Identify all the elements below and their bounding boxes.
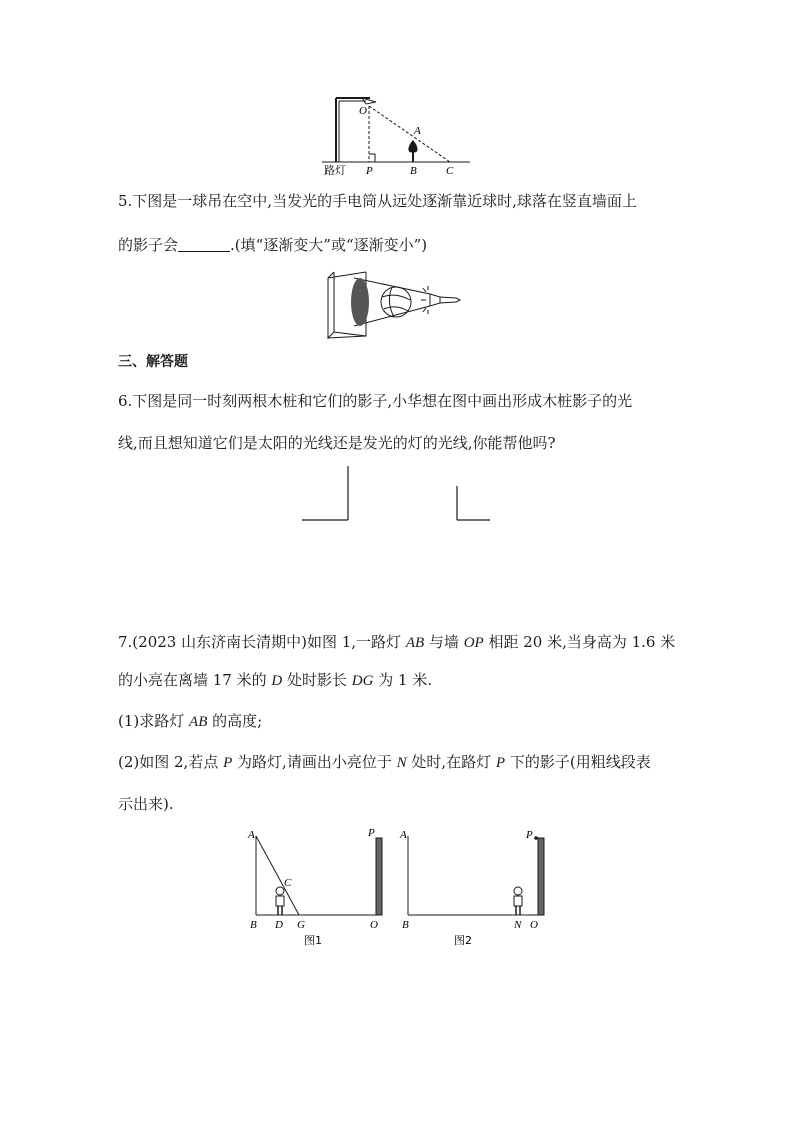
label-O: O [359, 105, 367, 117]
fig2-label-O: O [530, 919, 538, 931]
q6-line1: 6.下图是同一时刻两根木桩和它们的影子,小华想在图中画出形成木桩影子的光 [118, 392, 633, 410]
fig2-label-P: P [526, 829, 533, 841]
fig1-label-D: D [275, 919, 283, 931]
q7-part1: (1)求路灯 AB 的高度; [118, 712, 263, 730]
section-title: 三、解答题 [118, 354, 188, 370]
q7-part2-line1: (2)如图 2,若点 P 为路灯,请画出小亮位于 N 处时,在路灯 P 下的影子(用粗线段表 [118, 753, 651, 771]
q5-suffix: .(填“逐渐变大”或“逐渐变小”) [230, 236, 428, 254]
label-C: C [446, 165, 454, 176]
light-rays-icon [421, 286, 428, 314]
person-icon [276, 887, 284, 915]
q6-line2: 线,而且想知道它们是太阳的光线还是发光的灯的光线,你能帮他吗? [118, 434, 556, 452]
fig1-label-B: B [250, 919, 257, 931]
fig2-label-N: N [514, 919, 522, 931]
label-lamp: 路灯 [324, 164, 346, 176]
wall-OP [538, 838, 544, 915]
point-P [534, 836, 538, 840]
stakes-figure [298, 462, 498, 526]
label-P: P [366, 165, 373, 176]
fig1-label-G: G [297, 919, 305, 931]
label-B: B [410, 165, 417, 176]
fig2-caption: 图2 [454, 934, 472, 947]
label-A: A [414, 125, 421, 137]
q7-part2-line2: 示出来). [118, 795, 174, 813]
streetlight-figure [318, 92, 478, 176]
ball-icon [381, 287, 411, 317]
figure-1 [244, 824, 390, 954]
fig1-label-P: P [368, 827, 375, 839]
q5-line2 [118, 235, 427, 255]
fig2-label-A: A [400, 829, 407, 841]
light-ray-dashed [369, 106, 450, 162]
fig1-label-C: C [284, 877, 292, 889]
wall-OP [376, 838, 382, 915]
flashlight-ball-figure [322, 264, 466, 344]
fig1-label-O: O [370, 919, 378, 931]
q5-line1: 5.下图是一球吊在空中,当发光的手电筒从远处逐渐靠近球时,球落在竖直墙面上 [118, 192, 637, 210]
flashlight-head [430, 294, 440, 306]
q5-prefix: 的影子会 [118, 236, 179, 254]
flashlight-body [440, 297, 460, 303]
wall-left [328, 272, 334, 338]
person-icon [514, 887, 522, 915]
right-angle-mark [369, 154, 375, 162]
ball-shadow [351, 278, 369, 326]
q7-line2: 的小亮在离墙 17 米的 D 处时影长 DG 为 1 米. [118, 671, 433, 689]
fig2-label-B: B [402, 919, 409, 931]
figure-2 [396, 824, 550, 954]
fig1-label-A: A [248, 829, 255, 841]
fig1-caption: 图1 [304, 934, 322, 947]
q5-answer-blank [178, 237, 230, 252]
q7-line1: 7.(2023 山东济南长清期中)如图 1,一路灯 AB 与墙 OP 相距 20 米,当身高为 1.6 米 [118, 633, 676, 651]
